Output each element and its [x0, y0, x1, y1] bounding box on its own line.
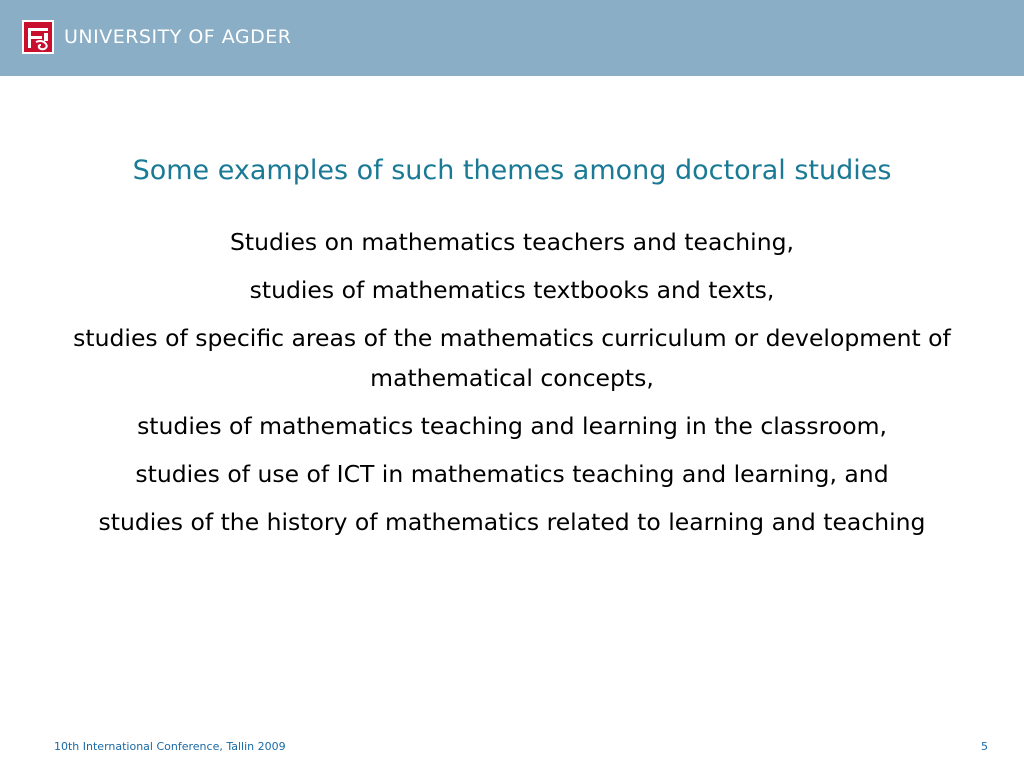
theme-paragraph: studies of mathematics textbooks and texts, — [249, 276, 775, 304]
theme-paragraph: Studies on mathematics teachers and teaching, — [229, 228, 794, 256]
header-bar — [0, 0, 1024, 76]
theme-paragraph: studies of specific areas of the mathematics curriculum or development of mathematical concepts, — [73, 324, 951, 392]
body-text — [40, 222, 984, 550]
page-number: 5 — [981, 740, 988, 753]
slide-title: Some examples of such themes among doctoral studies — [132, 155, 892, 186]
theme-paragraph: studies of use of ICT in mathematics teaching and learning, and — [135, 460, 889, 488]
theme-paragraph: studies of the history of mathematics related to learning and teaching — [98, 508, 926, 536]
theme-paragraph: studies of mathematics teaching and learning in the classroom, — [137, 412, 887, 440]
footer-conference: 10th International Conference, Tallin 2009 — [54, 740, 286, 753]
university-name: UNIVERSITY OF AGDER — [64, 26, 292, 48]
university-logo-icon — [22, 20, 54, 54]
